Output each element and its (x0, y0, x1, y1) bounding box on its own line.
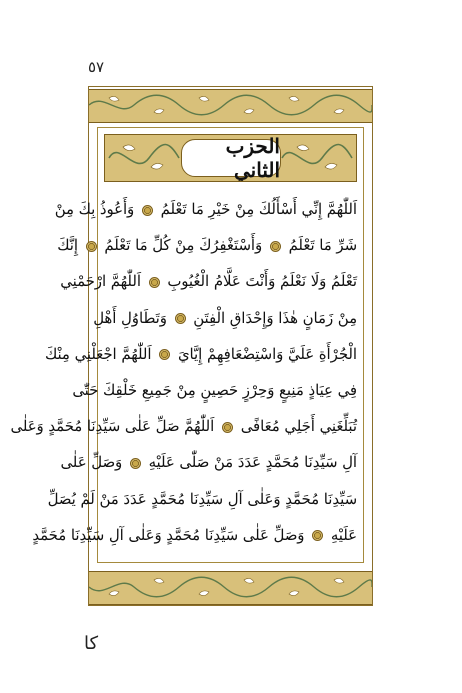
text-line: سَيِّدِنَا مُحَمَّدٍ وَعَلٰى آلِ سَيِّدِنَا مُحَمَّدٍ عَدَدَ مَنْ لَمْ يُصَلِّ (47, 490, 357, 508)
text-panel (10, 127, 364, 563)
verse-rosette-icon (159, 349, 170, 360)
text-line: عَلَيْهِ وَصَلِّ عَلٰى سَيِّدِنَا مُحَمَّدٍ وَعَلٰى آلِ سَيِّدِنَا مُحَمَّدٍ (32, 526, 357, 544)
section-title: الحزب الثاني (225, 134, 280, 182)
footer-catchword: كا (84, 633, 99, 654)
text-line: مِنْ زَمَانٍ هٰذَا وَإِحْدَاقِ الْفِتَنِ وَتَطَاوُلِ أَهْلِ (93, 309, 357, 327)
text-line: شَرِّ مَا تَعْلَمُ وَأَسْتَغْفِرُكَ مِنْ كُلِّ مَا تَعْلَمُ إِنَّكَ (57, 237, 357, 255)
text-line: اَللّٰهُمَّ إِنِّي أَسْأَلُكَ مِنْ خَيْرِ مَا تَعْلَمُ وَأَعُوذُ بِكَ مِنْ (54, 201, 357, 218)
text-body (10, 192, 357, 554)
verse-rosette-icon (312, 530, 323, 541)
verse-rosette-icon (222, 422, 233, 433)
page-number: ٥٧ (88, 58, 105, 76)
page-frame (10, 86, 373, 606)
title-ornament (104, 134, 357, 182)
arabesque-ornament-icon (89, 572, 372, 602)
text-line: تَعْلَمُ وَلَا نَعْلَمُ وَأَنْتَ عَلَّامُ الْغُيُوبِ اَللّٰهُمَّ ارْحَمْنِي (60, 273, 357, 291)
verse-rosette-icon (130, 458, 141, 469)
text-line: تُبَلِّغَنِي أَجَلِي مُعَافًى اَللّٰهُمَّ صَلِّ عَلٰى سَيِّدِنَا مُحَمَّدٍ وَعَلٰى (10, 418, 357, 436)
arabesque-ornament-icon (89, 90, 372, 120)
verse-rosette-icon (270, 241, 281, 252)
text-line: فِي عِيَاذٍ مَنِيعٍ وَحِرْزٍ حَصِينٍ مِنْ جَمِيعِ خَلْقِكَ حَتّٰى (72, 381, 357, 399)
top-ornament-band (89, 89, 372, 123)
verse-rosette-icon (142, 205, 153, 216)
verse-rosette-icon (175, 313, 186, 324)
text-line: الْجُرْأَةِ عَلَيَّ وَاسْتِضْعَافِهِمْ إِيَّايَ اَللّٰهُمَّ اجْعَلْنِي مِنْكَ (45, 345, 357, 363)
bottom-ornament-band (89, 571, 372, 605)
text-line: آلِ سَيِّدِنَا مُحَمَّدٍ عَدَدَ مَنْ صَلّٰى عَلَيْهِ وَصَلِّ عَلٰى (60, 454, 357, 472)
verse-rosette-icon (149, 277, 160, 288)
title-cartouche (181, 134, 281, 182)
verse-rosette-icon (86, 241, 97, 252)
